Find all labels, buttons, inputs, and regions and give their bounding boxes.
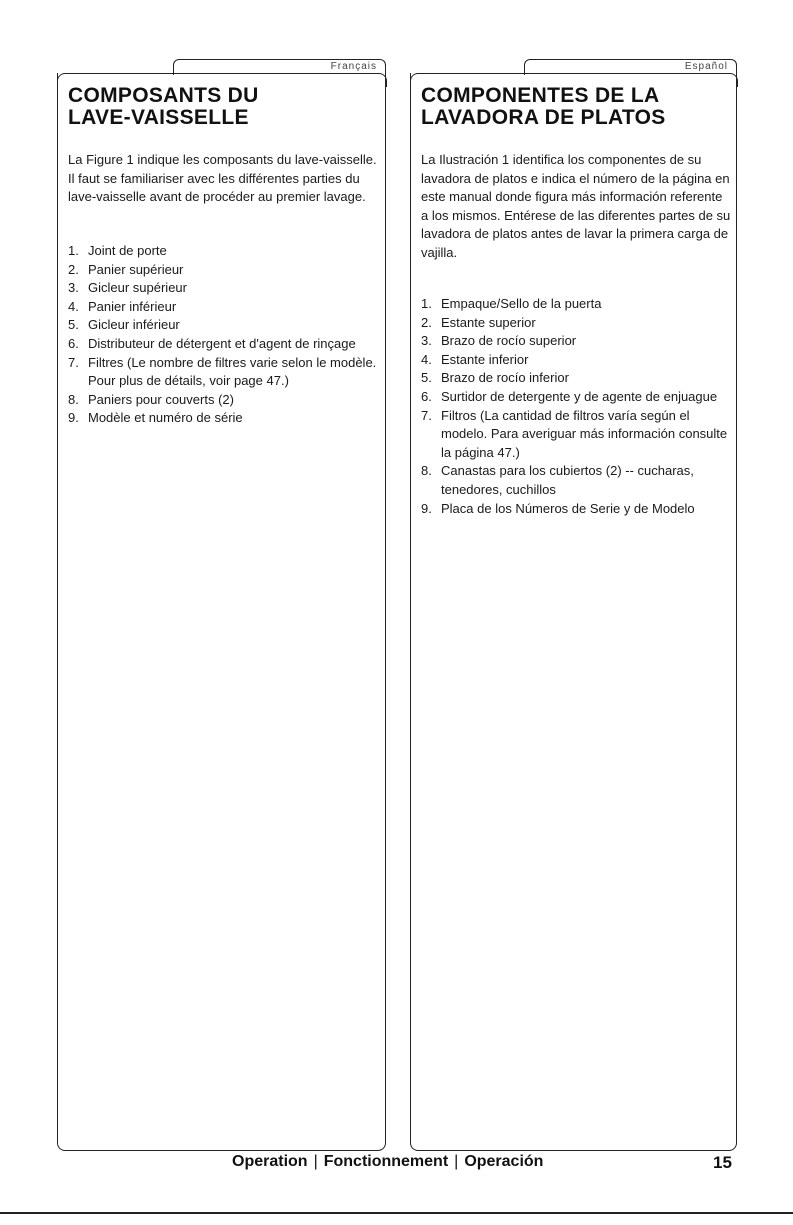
list-item: 8. Canastas para los cubiertos (2) -- cucharas, tenedores, cuchillos: [421, 463, 694, 497]
footer-operacion: Operación: [464, 1153, 544, 1170]
heading-line-1: COMPOSANTS DU: [68, 84, 259, 107]
list-item: 5. Brazo de rocío inferior: [421, 370, 569, 386]
footer-operation: Operation: [232, 1153, 308, 1170]
list-item: 2. Panier supérieur: [68, 261, 184, 277]
footer-fonctionnement: Fonctionnement: [323, 1153, 449, 1170]
footer-separator: |: [313, 1153, 318, 1170]
bottom-divider: [0, 1212, 793, 1214]
section-heading-espanol: [421, 85, 666, 129]
list-item: 3. Gicleur supérieur: [68, 280, 187, 296]
list-item: 9. Placa de los Números de Serie y de Modelo: [421, 500, 695, 516]
page-footer: [232, 1153, 543, 1171]
section-heading-francais: [68, 85, 259, 129]
list-item: 9. Modèle et numéro de série: [68, 410, 243, 426]
list-item: 1. Joint de porte: [68, 243, 167, 258]
list-item: 7. Filtres (Le nombre de filtres varie selon le modèle. Pour plus de détails, voir page 47.): [68, 354, 377, 389]
language-tab-espanol: Español: [524, 59, 737, 75]
list-item: 7. Filtros (La cantidad de filtros varía según el modelo. Para averiguar más información consulte la página 47.): [421, 407, 728, 460]
list-item: 6. Distributeur de détergent et d'agent de rinçage: [68, 335, 356, 351]
list-item: 3. Brazo de rocío superior: [421, 333, 577, 349]
page-number: 15: [713, 1153, 732, 1172]
section-espanol: [410, 73, 737, 1151]
list-item: 1. Empaque/Sello de la puerta: [421, 296, 602, 311]
list-item: 6. Surtidor de detergente y de agente de enjuague: [421, 388, 718, 404]
intro-paragraph-francais: La Figure 1 indique les composants du lave-vaisselle. Il faut se familiariser avec les différentes parties du lave-vaisselle avant de procéder au premier lavage.: [68, 152, 377, 205]
component-list-espanol: [421, 295, 731, 518]
section-francais: [57, 73, 386, 1151]
list-item: 8. Paniers pour couverts (2): [68, 391, 234, 407]
heading-line-2: LAVADORA DE PLATOS: [421, 106, 666, 129]
list-item: 4. Panier inférieur: [68, 298, 177, 314]
heading-line-1: COMPONENTES DE LA: [421, 84, 660, 107]
language-tab-francais: Français: [173, 59, 386, 75]
footer-separator: |: [454, 1153, 459, 1170]
list-item: 2. Estante superior: [421, 314, 536, 330]
component-list-francais: [68, 242, 378, 428]
list-item: 5. Gicleur inférieur: [68, 317, 180, 333]
intro-paragraph-espanol: La Ilustración 1 identifica los componentes de su lavadora de platos e indica el número de la página en este manual donde figura más información referente a los mismos. Entérese de las diferentes partes de su lavadora de platos antes de lavar la primera carga de vajilla.: [421, 152, 731, 260]
heading-line-2: LAVE-VAISSELLE: [68, 106, 249, 129]
list-item: 4. Estante inferior: [421, 351, 529, 367]
